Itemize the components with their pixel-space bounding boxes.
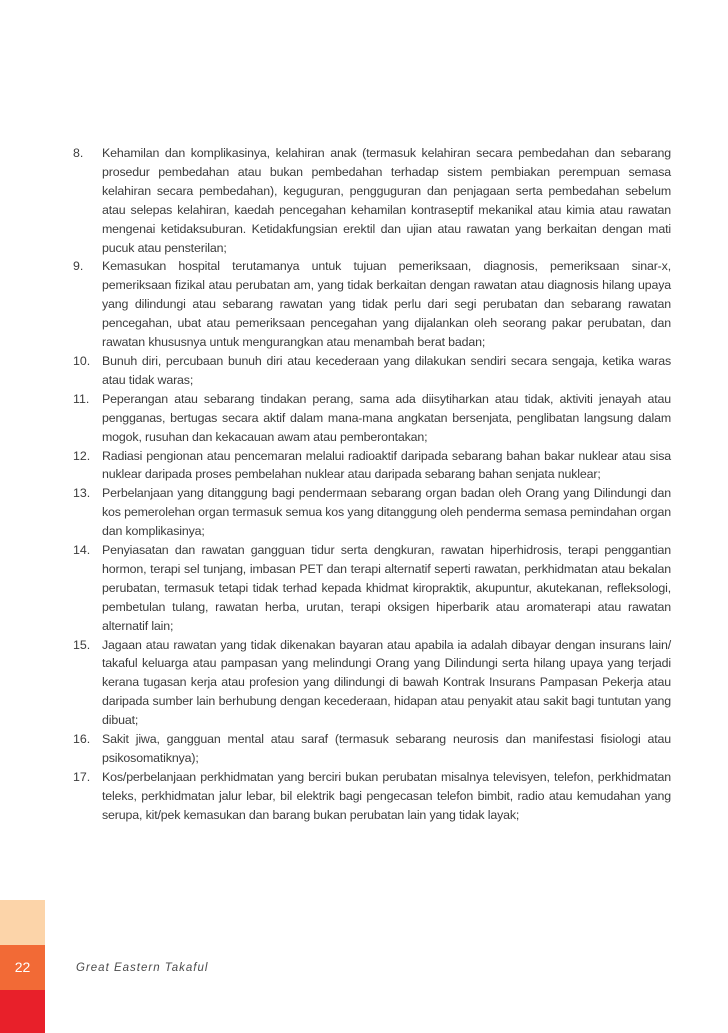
item-text: Bunuh diri, percubaan bunuh diri atau kecederaan yang dilakukan sendiri secara sengaja, ketika waras atau tidak waras; [102,353,671,387]
item-number: 8. [73,146,84,160]
item-number: 10. [73,353,91,368]
item-text: Peperangan atau sebarang tindakan perang, sama ada diisytiharkan atau tidak, aktiviti jenayah atau pengganas, bertugas secara aktif dalam mana-mana angkatan bersenjata, penglibatan langsung dalam mogok, rusuhan dan kekacauan awam atau pemberontakan; [102,391,671,444]
list-item [73,352,671,390]
item-number: 14. [73,543,91,558]
item-text: Sakit jiwa, gangguan mental atau saraf (termasuk sebarang neurosis dan manifestasi fisiologi atau psikosomatiknya); [102,732,671,765]
item-text: Radiasi pengionan atau pencemaran melalui radioaktif daripada sebarang bahan bakar nuklear atau sisa nuklear daripada proses pembelahan nuklear atau daripada sebarang bahan senjata nuklear; [102,448,671,482]
item-number: 11. [73,391,90,406]
item-number: 16. [73,732,91,747]
item-number: 15. [73,637,91,652]
item-text: Perbelanjaan yang ditanggung bagi pendermaan sebarang organ badan oleh Orang yang Dilindungi dan kos pemerolehan organ termasuk semua kos yang ditanggung oleh penderma semasa pemindahan organ dan komplikasinya; [102,486,671,539]
item-text: Kemasukan hospital terutamanya untuk tujuan pemeriksaan, diagnosis, pemeriksaan sinar-x, pemeriksaan fizikal atau perubatan am, yang tidak berkaitan dengan rawatan atau diagnosis hilang upaya yang dilindungi atau sebarang rawatan yang tidak perlu dari segi perubatan dan sebarang rawatan pencegahan, ubat atau pemeriksaan pencegahan yang dijalankan oleh seorang pakar perubatan, dan rawatan khususnya untuk mengurangkan atau menambah berat badan; [102,259,671,350]
list-item [73,257,671,352]
footer-company-name: Great Eastern Takaful [76,962,209,974]
item-text: Kehamilan dan komplikasinya, kelahiran anak (termasuk kelahiran secara pembedahan dan sebarang prosedur pembedahan atau bukan pembedahan terhadap sistem pembiakan perempuan semasa kelahiran secara pembedahan), keguguran, pengguguran dan penjagaan serta pembedahan sebelum atau selepas kelahiran, kaedah pencegahan kehamilan kontraseptif mekanikal atau kimia atau rawatan mengenai ketidaksuburan. Ketidakfungsian erektil dan ujian atau rawatan yang berkaitan dengan mati pucuk atau pensterilan; [102,146,671,255]
list-item [73,484,671,541]
list-item [73,636,671,731]
footer-stripe-red [0,990,45,1033]
list-item [73,730,671,768]
item-text: Jagaan atau rawatan yang tidak dikenakan bayaran atau apabila ia adalah dibayar dengan insurans lain/ takaful keluarga atau pampasan yang melindungi Orang yang Dilindungi serta hilang upaya yang terjadi kerana tugasan kerja atau profesion yang dilindungi di bawah Kontrak Insurans Pampasan Pekerja atau daripada sumber lain berhubung dengan kecederaan, hidapan atau penyakit atau sakit bagi tuntutan yang dibuat; [102,637,671,728]
item-text: Kos/perbelanjaan perkhidmatan yang berciri bukan perubatan misalnya televisyen, telefon, perkhidmatan teleks, perkhidmatan jalur lebar, bil elektrik bagi pengecasan telefon bimbit, radio atau kemudahan yang serupa, kit/pek kemasukan dan barang bukan perubatan lain yang tidak layak; [102,769,671,822]
list-item [73,541,671,636]
item-number: 9. [73,259,84,274]
list-item [73,768,671,825]
exclusion-list [73,144,671,825]
item-number: 17. [73,769,91,784]
footer-stripe-light [0,900,45,945]
list-item [73,390,671,447]
item-text: Penyiasatan dan rawatan gangguan tidur serta dengkuran, rawatan hiperhidrosis, terapi penggantian hormon, terapi sel tunjang, imbasan PET dan terapi alternatif seperti rawatan, perkhidmatan atau bekalan perubatan, termasuk tetapi tidak terhad kepada khidmat kiropraktik, akupuntur, akutekanan, refleksologi, pembetulan tulang, rawatan herba, urutan, terapi oksigen hiperbarik atau aromaterapi atau rawatan alternatif lain; [102,543,671,633]
list-item [73,447,671,485]
list-item [73,144,671,257]
page-number: 22 [14,959,31,975]
item-number: 12. [73,448,91,463]
item-number: 13. [73,486,91,501]
